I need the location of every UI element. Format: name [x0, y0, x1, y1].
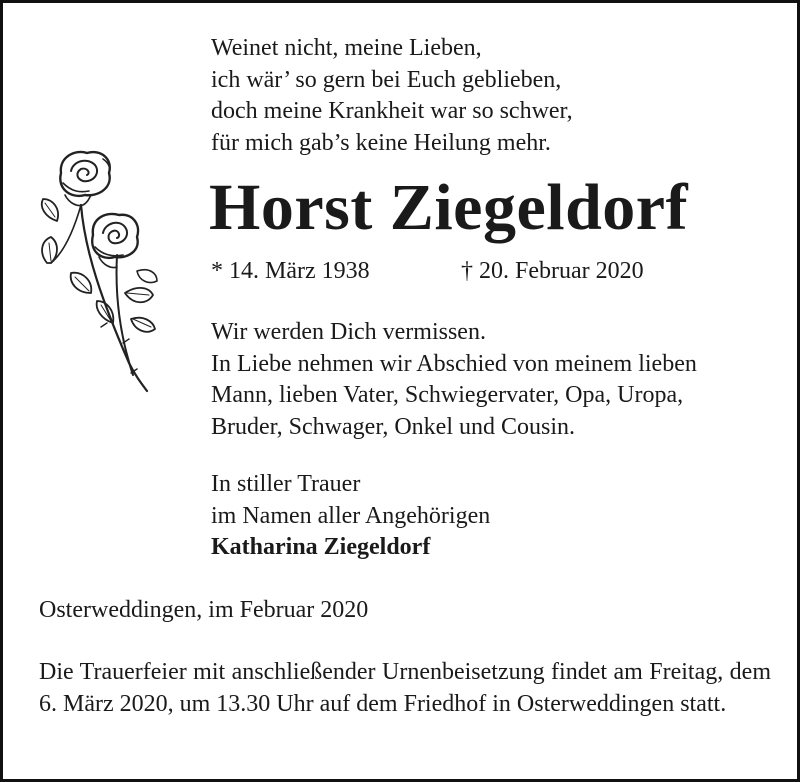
rose-icon: [33, 143, 163, 403]
death-date: † 20. Februar 2020: [461, 258, 644, 284]
mourning-line: im Namen aller Angehörigen: [211, 502, 491, 529]
mourning-block: [211, 469, 490, 564]
poem-line: Weinet nicht, meine Lieben,: [211, 35, 482, 61]
place-date: Osterweddingen, im Februar 2020: [39, 597, 369, 623]
mourning-line: In stiller Trauer: [211, 471, 361, 497]
birth-date: * 14. März 1938: [211, 258, 370, 284]
poem-line: ich wär’ so gern bei Euch geblieben,: [211, 66, 562, 93]
message-line: Wir werden Dich vermissen.: [211, 319, 486, 345]
signatory-name: Katharina Ziegeldorf: [211, 534, 431, 560]
funeral-notice: Die Trauerfeier mit anschließender Urnenbeisetzung findet am Freitag, dem 6. März 2020, um 13.30 Uhr auf dem Friedhof in Osterweddingen statt.: [39, 659, 771, 717]
message-line: In Liebe nehmen wir Abschied von meinem lieben: [211, 350, 697, 377]
life-dates: [211, 255, 644, 287]
deceased-name: Horst Ziegeldorf: [209, 171, 689, 244]
poem: [211, 33, 573, 159]
message-line: Mann, lieben Vater, Schwiegervater, Opa, Uropa,: [211, 382, 684, 408]
message-line: Bruder, Schwager, Onkel und Cousin.: [211, 413, 576, 440]
poem-line: doch meine Krankheit war so schwer,: [211, 98, 573, 124]
poem-line: für mich gab’s keine Heilung mehr.: [211, 129, 551, 156]
farewell-message: [211, 317, 697, 443]
